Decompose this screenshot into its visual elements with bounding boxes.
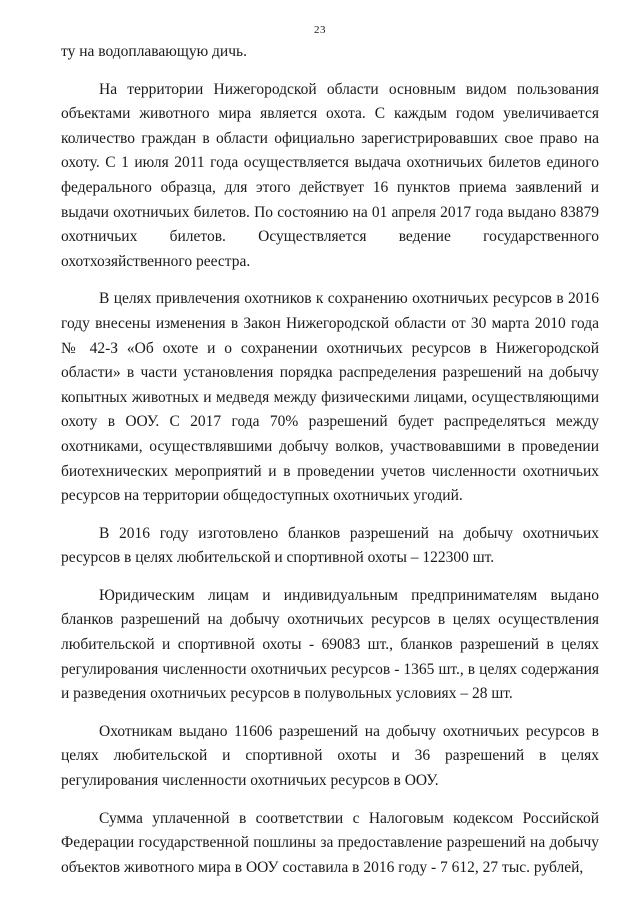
paragraph-legal-entities: Юридическим лицам и индивидуальным предпринимателям выдано бланков разрешений на добычу охотничьих ресурсов в целях осуществления любительской и спортивной охоты - 69083 шт., бланков разрешений в целях регулирования численности охотничьих ресурсов - 1365 шт., в целях содержания и разведения охотничьих ресурсов в полувольных условиях – 28 шт. xyxy=(61,586,599,703)
paragraph-state-fee: Сумма уплаченной в соответствии с Налоговым кодексом Российской Федерации государственной пошлины за предоставление разрешений на добычу объектов животного мира в ООУ составила в 2016 году - 7 612, 27 тыс. рублей, xyxy=(61,809,599,876)
paragraph-hunters-permits: Охотникам выдано 11606 разрешений на добычу охотничьих ресурсов в целях любительской и спортивной охоты и 36 разрешений в целях регулирования численности охотничьих ресурсов в ООУ. xyxy=(61,722,599,790)
page-number: 23 xyxy=(314,24,326,36)
paragraph-law-amendments: В целях привлечения охотников к сохранению охотничьих ресурсов в 2016 году внесены изменения в Закон Нижегородской области от 30 марта 2010 года № 42-З «Об охоте и о сохранении охотничьих ресурсов в Нижегородской области» в части установления порядка распределения разрешений на добычу копытных животных и медведя между физическими лицами, осуществляющими охоту в ООУ. С 2017 года 70% разрешений будет распределяться между охотниками, осуществлявшими добычу волков, участвовавшими в проведении биотехнических мероприятий и в проведении учетов численности охотничьих ресурсов на территории общедоступных охотничьих угодий. xyxy=(61,290,599,505)
paragraph-continuation: ту на водоплавающую дичь. xyxy=(61,43,247,60)
paragraph-hunting-overview: На территории Нижегородской области основным видом пользования объектами животного мира является охота. С каждым годом увеличивается количество граждан в области официально зарегистрировавших свое право на охоту. С 1 июля 2011 года осуществляется выдача охотничьих билетов единого федерального образца, для этого действует 16 пунктов приема заявлений и выдачи охотничьих билетов. По состоянию на 01 апреля 2017 года выдано 83879 охотничьих билетов. Осуществляется ведение государственного охотхозяйственного реестра. xyxy=(61,80,599,270)
document-body xyxy=(61,40,599,880)
paragraph-permit-blanks: В 2016 году изготовлено бланков разрешений на добычу охотничьих ресурсов в целях любительской и спортивной охоты – 122300 шт. xyxy=(61,524,599,567)
